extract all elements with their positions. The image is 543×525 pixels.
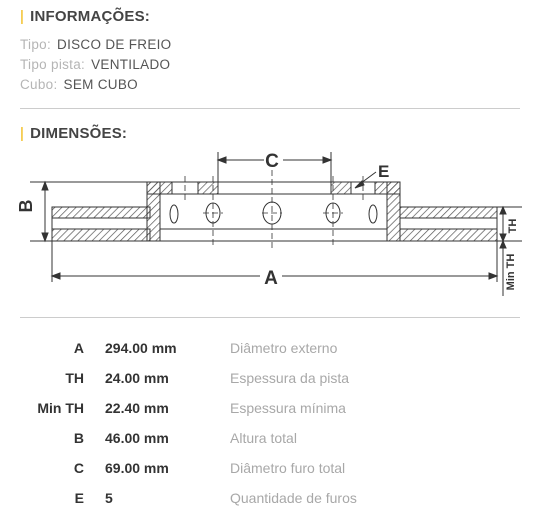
info-value: SEM CUBO — [63, 77, 138, 92]
dim-row-min-th — [0, 400, 543, 420]
label-th: TH — [507, 218, 519, 234]
info-key: Cubo: — [20, 77, 58, 92]
dimensions-title: DIMENSÕES: — [30, 125, 128, 142]
info-row-cubo — [20, 77, 138, 92]
dim-code: E — [74, 490, 84, 506]
dim-value: 24.00 mm — [105, 370, 169, 386]
brake-disc-drawing — [0, 148, 543, 308]
info-title: INFORMAÇÕES: — [30, 8, 151, 25]
info-value: VENTILADO — [91, 57, 171, 72]
info-key: Tipo: — [20, 37, 52, 52]
dim-value: 5 — [105, 490, 113, 506]
dim-row-a — [0, 340, 543, 360]
dim-desc: Diâmetro furo total — [230, 460, 346, 476]
left-rotor-section — [52, 182, 218, 241]
dim-row-e — [0, 490, 543, 510]
dim-row-b — [0, 430, 543, 450]
accent-bar: | — [20, 8, 25, 25]
dim-value: 22.40 mm — [105, 400, 169, 416]
info-section-title — [20, 8, 150, 25]
dim-value: 294.00 mm — [105, 340, 177, 356]
label-a: A — [264, 268, 278, 289]
dimensions-section-title — [20, 125, 127, 142]
info-value: DISCO DE FREIO — [57, 37, 172, 52]
dim-desc: Espessura mínima — [230, 400, 346, 416]
label-min-th: Min TH — [505, 253, 517, 291]
dim-code: Min TH — [37, 400, 84, 416]
dim-code: C — [73, 460, 84, 476]
section-divider — [20, 317, 520, 318]
accent-bar: | — [20, 125, 25, 142]
dimension-e — [355, 172, 376, 188]
info-key: Tipo pista: — [20, 57, 86, 72]
dim-desc: Quantidade de furos — [230, 490, 357, 506]
label-c: C — [265, 151, 279, 172]
label-b: B — [16, 199, 36, 213]
info-row-tipo — [20, 37, 171, 52]
dim-row-c — [0, 460, 543, 480]
dim-desc: Diâmetro externo — [230, 340, 338, 356]
label-e: E — [378, 162, 390, 181]
hub-hat-body — [160, 182, 387, 241]
section-divider — [20, 108, 520, 109]
dim-code: B — [73, 430, 84, 446]
dim-code: TH — [65, 370, 84, 386]
dim-desc: Altura total — [230, 430, 297, 446]
dim-desc: Espessura da pista — [230, 370, 350, 386]
right-rotor-section — [331, 182, 497, 241]
dim-row-th — [0, 370, 543, 390]
info-row-tipo-pista — [20, 57, 170, 72]
dim-value: 69.00 mm — [105, 460, 169, 476]
dim-code: A — [73, 340, 84, 356]
dim-value: 46.00 mm — [105, 430, 169, 446]
